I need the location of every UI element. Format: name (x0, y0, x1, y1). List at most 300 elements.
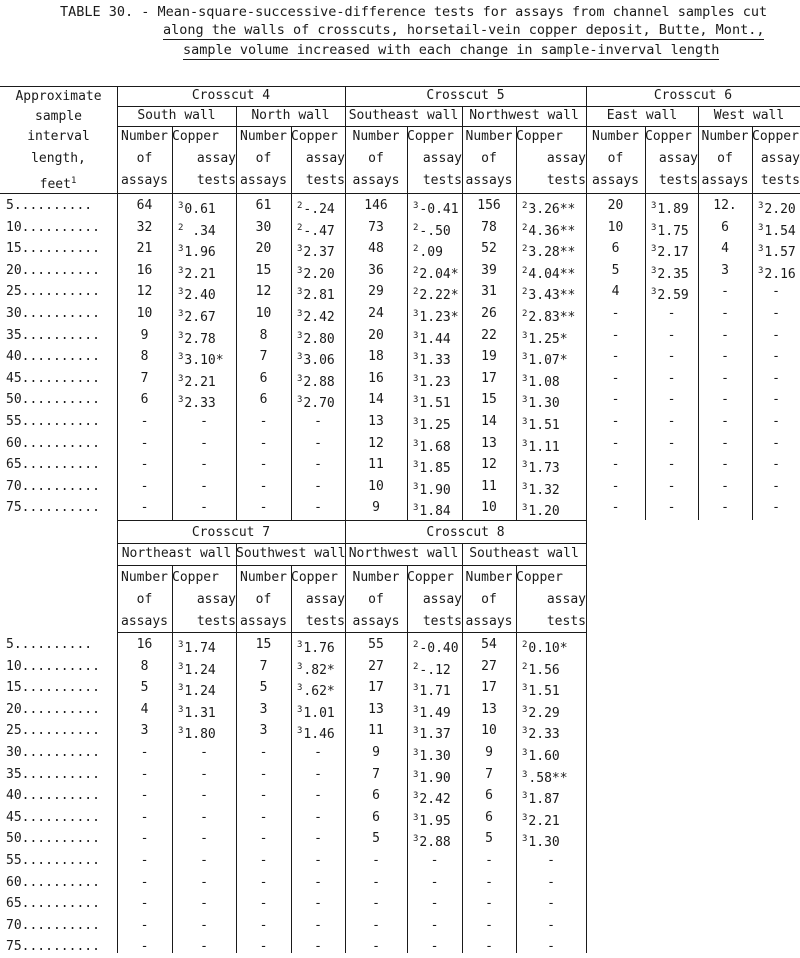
assay-count-cell: - (259, 874, 268, 890)
footnote-marker: 3 (651, 201, 657, 211)
copper-test-value: 2.33 (184, 396, 216, 412)
assay-count-cell: - (611, 414, 620, 429)
copper-test-cell (645, 411, 698, 433)
copper-test-value: - (667, 500, 676, 516)
column-head-copper: assay (546, 151, 586, 166)
copper-test-cell (178, 217, 236, 239)
footnote-marker: 2 (297, 201, 303, 211)
assay-count-cell: - (140, 745, 149, 760)
copper-test-value: - (772, 392, 780, 408)
assay-count-cell: 4 (140, 701, 149, 717)
copper-test-cell (178, 325, 236, 347)
copper-test-cell (645, 303, 698, 325)
copper-test-cell (758, 217, 800, 239)
row-label: 25.......... (6, 284, 100, 300)
copper-test-value: 3.26** (528, 202, 576, 217)
copper-test-value: - (547, 917, 555, 933)
copper-test-value: 2.88 (419, 835, 451, 851)
column-head-copper: assay (196, 592, 236, 607)
wall-title: Northwest wall (469, 108, 579, 123)
assay-count-cell: - (140, 766, 149, 782)
assay-count-cell: 48 (368, 241, 384, 257)
column-head-number: Number (121, 129, 168, 144)
footnote-marker: 3 (522, 352, 528, 363)
assay-count-cell: - (611, 392, 620, 408)
row-label: 40.......... (6, 349, 100, 365)
assay-count-cell: 12 (255, 284, 272, 300)
column-head-number: Number (240, 570, 287, 585)
copper-test-value: - (200, 896, 208, 912)
footnote-marker: 3 (413, 704, 419, 715)
assay-count-cell: - (372, 874, 380, 890)
copper-test-cell (645, 325, 698, 347)
column-head-number: of (136, 151, 153, 166)
copper-test-value: - (667, 435, 676, 451)
assay-count-cell: 13 (481, 701, 497, 717)
assay-count-cell: 16 (136, 262, 153, 278)
copper-test-value: - (772, 349, 780, 365)
assay-count-cell: 6 (259, 370, 268, 386)
assay-count-cell: - (611, 500, 620, 516)
footnote-marker: 3 (297, 330, 303, 341)
assay-count-cell: - (611, 349, 620, 365)
assay-count-cell: 12 (481, 457, 497, 473)
copper-test-value: 1.74 (184, 641, 216, 656)
assay-count-cell: 6 (721, 219, 729, 235)
column-head-number: assays (240, 614, 287, 629)
assay-count-cell: - (140, 457, 149, 473)
copper-test-value: 1.30 (419, 749, 451, 764)
header-bottom-rule (0, 193, 800, 194)
assay-count-cell: - (485, 896, 493, 912)
assay-count-cell: 6 (485, 809, 493, 825)
row-label: 45.......... (6, 809, 100, 825)
copper-test-cell (522, 807, 586, 829)
copper-test-cell (522, 828, 586, 850)
footnote-marker: 3 (297, 373, 303, 384)
column-head-number: of (607, 151, 624, 166)
footnote-marker: 3 (178, 244, 184, 255)
footnote-marker: 3 (522, 704, 528, 715)
copper-test-cell (297, 389, 345, 411)
copper-test-cell (413, 785, 462, 807)
column-head-number: assays (240, 173, 287, 188)
copper-test-value: - (667, 327, 676, 343)
footnote-marker: 3 (413, 503, 419, 514)
assay-count-cell: 6 (259, 392, 268, 408)
footnote-marker: 3 (178, 726, 184, 737)
copper-test-value: - (772, 306, 780, 321)
row-label: 70.......... (6, 478, 100, 494)
column-head-copper: Copper (516, 129, 563, 144)
assay-count-cell: 5 (140, 680, 149, 696)
assay-count-cell: 55 (368, 637, 384, 652)
footnote-marker: 3 (413, 460, 419, 471)
copper-test-cell (297, 217, 345, 239)
row-label: 75.......... (6, 500, 100, 516)
copper-test-cell (413, 699, 462, 721)
copper-test-cell (645, 476, 698, 498)
column-head-number: Number (352, 570, 400, 585)
footnote-marker: 3 (178, 640, 184, 650)
copper-test-value: 1.96 (184, 245, 216, 261)
copper-test-value: - (200, 745, 208, 760)
copper-test-cell (172, 850, 236, 872)
row-label: 30.......... (6, 306, 100, 321)
copper-test-value: - (772, 284, 780, 300)
column-head-copper: assay (658, 151, 698, 166)
copper-test-cell (752, 411, 800, 433)
copper-test-value: 2.04* (419, 266, 459, 282)
copper-test-cell (413, 742, 462, 764)
copper-test-value: 1.30 (528, 396, 560, 412)
copper-test-cell (522, 497, 586, 519)
copper-test-value: 2.16 (764, 266, 796, 282)
copper-test-cell (413, 764, 462, 786)
assay-count-cell: 3 (259, 701, 268, 717)
copper-test-cell (522, 656, 586, 678)
assay-count-cell: - (611, 306, 620, 321)
assay-count-cell: 24 (368, 306, 384, 321)
copper-test-cell (297, 656, 345, 678)
copper-test-value: 1.89 (657, 202, 689, 217)
footnote-marker: 3 (522, 748, 528, 758)
copper-test-value: - (314, 435, 322, 451)
copper-test-cell (645, 368, 698, 390)
copper-test-value: - (200, 414, 208, 429)
assay-count-cell: - (485, 874, 493, 890)
copper-test-value: - (667, 414, 676, 429)
copper-test-cell (645, 497, 698, 519)
copper-test-value: - (667, 478, 676, 494)
copper-test-cell (297, 699, 345, 721)
assay-count-cell: 36 (368, 262, 384, 278)
footnote-marker: 3 (522, 683, 528, 694)
assay-count-cell: 4 (721, 241, 729, 257)
footnote-marker: 3 (297, 244, 303, 255)
assay-count-cell: - (721, 349, 729, 365)
copper-test-cell (407, 915, 462, 937)
copper-test-cell (413, 433, 462, 455)
row-label: 70.......... (6, 917, 100, 933)
copper-test-value: 1.51 (419, 396, 451, 412)
column-head-copper: tests (422, 173, 462, 188)
footnote-marker: 3 (178, 395, 184, 406)
assay-count-cell: 64 (136, 198, 153, 213)
wall-title: Northwest wall (348, 546, 459, 561)
copper-test-value: 2.35 (657, 266, 689, 282)
copper-test-cell (178, 368, 236, 390)
footnote-marker: 2 (522, 265, 528, 276)
assay-count-cell: - (259, 500, 268, 516)
wall-title: East wall (606, 108, 678, 123)
copper-test-value: 1.01 (303, 705, 335, 721)
row-label: 35.......... (6, 766, 100, 782)
crosscut-title: Crosscut 7 (191, 525, 271, 540)
copper-test-cell (178, 677, 236, 699)
copper-test-cell (413, 325, 462, 347)
copper-test-value: 3.28** (528, 245, 576, 261)
assay-count-cell: - (611, 457, 620, 473)
column-head-copper: Copper (172, 570, 219, 585)
copper-test-cell (522, 454, 586, 476)
footnote-marker: 1 (70, 176, 77, 186)
copper-test-value: - (430, 874, 439, 890)
copper-test-value: - (314, 478, 322, 494)
copper-test-cell (413, 807, 462, 829)
assay-count-cell: - (259, 853, 268, 868)
copper-test-value: 1.25* (528, 331, 568, 347)
assay-count-cell: - (721, 306, 729, 321)
copper-test-value: - (200, 766, 208, 782)
copper-test-value: 2.78 (184, 331, 216, 347)
footnote-marker: 2 (413, 287, 419, 298)
copper-test-value: 1.60 (528, 749, 560, 764)
footnote-marker: 3 (413, 481, 419, 492)
assay-count-cell: - (259, 766, 268, 782)
footnote-marker: 3 (413, 748, 419, 758)
column-head-copper: assay (546, 592, 586, 607)
footnote-marker: 3 (651, 265, 657, 276)
row-label: 50.......... (6, 831, 100, 847)
copper-test-value: 1.20 (528, 504, 560, 520)
assay-count-cell: - (259, 917, 268, 933)
column-head-copper: Copper (407, 570, 454, 585)
row-label: 25.......... (6, 723, 100, 739)
footnote-marker: 3 (758, 222, 764, 233)
copper-test-value: .09 (419, 245, 443, 261)
column-head-copper: tests (196, 614, 236, 629)
copper-test-value: 2.37 (303, 245, 335, 261)
copper-test-value: 1.07* (528, 353, 568, 369)
copper-test-cell (651, 195, 698, 217)
copper-test-cell (413, 454, 462, 476)
assay-count-cell: 10 (136, 306, 153, 321)
column-head-number: Number (701, 129, 749, 144)
assay-count-cell: - (485, 853, 493, 868)
copper-test-cell (522, 699, 586, 721)
assay-count-cell: 39 (481, 262, 497, 278)
footnote-marker: 3 (297, 704, 303, 715)
copper-test-cell (413, 238, 462, 260)
copper-test-cell (172, 807, 236, 829)
copper-test-value: 1.87 (528, 792, 560, 808)
footnote-marker: 3 (178, 265, 184, 276)
footnote-marker: 3 (413, 373, 419, 384)
copper-test-cell (291, 850, 345, 872)
copper-test-cell (522, 325, 586, 347)
footnote-marker: 3 (413, 330, 419, 341)
copper-test-cell (172, 872, 236, 894)
copper-test-value: 1.32 (528, 482, 560, 498)
copper-test-cell (407, 850, 462, 872)
column-head-number: of (481, 151, 497, 166)
assay-count-cell: 27 (368, 658, 384, 674)
footnote-marker: 3 (522, 330, 528, 341)
copper-test-cell (413, 656, 462, 678)
assay-count-cell: 11 (368, 457, 384, 473)
copper-test-cell (522, 433, 586, 455)
copper-test-cell (752, 476, 800, 498)
copper-test-value: -.47 (303, 223, 335, 239)
assay-count-cell: 15 (255, 262, 272, 278)
footnote-marker: 2 (297, 222, 303, 233)
copper-test-value: 1.56 (528, 662, 560, 678)
assay-count-cell: - (140, 414, 149, 429)
assay-count-cell: - (140, 500, 149, 516)
copper-test-value: - (430, 896, 439, 912)
copper-test-value: - (200, 788, 208, 804)
copper-test-value: 1.23 (419, 374, 451, 390)
copper-test-value: 1.31 (184, 705, 216, 721)
assay-count-cell: 7 (259, 349, 268, 365)
footnote-marker: 2 (522, 201, 528, 211)
footnote-marker: 3 (522, 812, 528, 823)
copper-test-cell (413, 260, 462, 282)
copper-test-cell (522, 785, 586, 807)
assay-count-cell: 9 (372, 745, 380, 760)
caption-line-1: TABLE 30. - Mean-square-successive-difference tests for assays from channel samples cut (60, 4, 768, 20)
copper-test-cell (172, 828, 236, 850)
copper-test-value: 2.67 (184, 310, 216, 325)
copper-test-cell (407, 936, 462, 958)
footnote-marker: 3 (297, 309, 303, 319)
copper-test-value: - (314, 745, 322, 760)
crosscut-title: Crosscut 8 (426, 525, 505, 540)
copper-test-cell (297, 195, 345, 217)
copper-test-cell (522, 217, 586, 239)
copper-test-cell (172, 476, 236, 498)
row-label: 5.......... (6, 637, 93, 652)
row-label: 5.......... (6, 198, 93, 213)
assay-count-cell: 5 (259, 680, 268, 696)
column-head-copper: Copper (752, 129, 799, 144)
assay-count-cell: - (721, 435, 729, 451)
assay-count-cell: 5 (611, 262, 620, 278)
footnote-marker: 3 (413, 791, 419, 802)
assay-count-cell: 7 (372, 766, 380, 782)
copper-test-value: 1.71 (419, 684, 451, 700)
footnote-marker: 3 (522, 503, 528, 514)
copper-test-cell (516, 936, 586, 958)
assay-count-cell: - (721, 284, 729, 300)
assay-count-cell: - (721, 392, 729, 408)
assay-count-cell: 146 (364, 198, 388, 213)
row-label: 15.......... (6, 241, 100, 257)
footnote-marker: 3 (522, 417, 528, 427)
copper-test-cell (178, 195, 236, 217)
copper-test-value: - (772, 457, 780, 473)
copper-test-value: 1.25 (419, 418, 451, 433)
assay-count-cell: - (259, 831, 268, 847)
assay-count-cell: - (140, 939, 149, 955)
assay-count-cell: 21 (136, 241, 153, 257)
copper-test-value: 1.75 (657, 223, 689, 239)
assay-count-cell: 27 (481, 658, 497, 674)
wall-title: Northeast wall (121, 546, 232, 561)
column-head-number: Number (465, 570, 513, 585)
copper-test-cell (297, 281, 345, 303)
assay-count-cell: 12 (136, 284, 153, 300)
copper-test-cell (291, 476, 345, 498)
copper-test-value: 2.20 (303, 266, 335, 282)
copper-test-value: - (772, 478, 780, 494)
row-label: 65.......... (6, 457, 100, 473)
footnote-marker: 3 (297, 395, 303, 406)
assay-count-cell: - (259, 435, 268, 451)
column-head-copper: tests (196, 173, 236, 188)
copper-test-value: - (200, 435, 208, 451)
copper-test-value: - (667, 370, 676, 386)
column-head-copper: tests (760, 173, 800, 188)
column-head-number: of (136, 592, 153, 607)
copper-test-cell (758, 195, 800, 217)
copper-test-cell (522, 238, 586, 260)
footnote-marker: 3 (413, 769, 419, 780)
copper-test-value: - (200, 939, 208, 955)
column-head-copper: tests (546, 614, 586, 629)
copper-test-value: - (772, 500, 780, 516)
copper-test-value: - (200, 853, 208, 868)
column-head-number: assays (121, 614, 168, 629)
copper-test-value: 1.24 (184, 684, 216, 700)
assay-count-cell: 31 (481, 284, 497, 300)
copper-test-cell (522, 634, 586, 656)
assay-count-cell: - (259, 745, 268, 760)
copper-test-cell (291, 872, 345, 894)
assay-count-cell: 4 (611, 284, 620, 300)
footnote-marker: 3 (413, 417, 419, 427)
assay-count-cell: 17 (368, 680, 384, 696)
copper-test-cell (645, 389, 698, 411)
column-head-copper: Copper (407, 129, 454, 144)
assay-count-cell: - (485, 939, 493, 955)
copper-test-value: 1.33 (419, 353, 451, 369)
copper-test-value: - (314, 457, 322, 473)
copper-test-value: - (200, 809, 208, 825)
copper-test-value: - (772, 370, 780, 386)
assay-count-cell: 20 (255, 241, 272, 257)
copper-test-value: -.24 (303, 202, 335, 217)
assay-count-cell: 7 (259, 658, 268, 674)
wall-title: North wall (251, 108, 330, 123)
assay-count-cell: 61 (255, 198, 272, 213)
footnote-marker: 3 (178, 309, 184, 319)
footnote-marker: 3 (178, 201, 184, 211)
copper-test-cell (413, 634, 462, 656)
copper-test-value: 1.80 (184, 727, 216, 743)
footnote-marker: 3 (178, 661, 184, 672)
copper-test-value: 2.22* (419, 288, 459, 304)
copper-test-cell (178, 699, 236, 721)
copper-test-cell (297, 634, 345, 656)
column-head-copper: assay (305, 151, 345, 166)
assay-count-cell: 8 (259, 327, 268, 343)
copper-test-value: -.12 (419, 662, 451, 678)
footnote-marker: 2 (522, 222, 528, 233)
column-head-number: assays (592, 173, 639, 188)
assay-count-cell: - (259, 788, 268, 804)
column-head-number: of (368, 151, 384, 166)
assay-count-cell: - (140, 435, 149, 451)
footnote-marker: 3 (522, 481, 528, 492)
footnote-marker: 2 (522, 287, 528, 298)
column-head-copper: tests (658, 173, 698, 188)
row-label: 55.......... (6, 414, 100, 429)
footnote-marker: 3 (297, 265, 303, 276)
copper-test-cell (522, 346, 586, 368)
assay-count-cell: 20 (368, 327, 384, 343)
